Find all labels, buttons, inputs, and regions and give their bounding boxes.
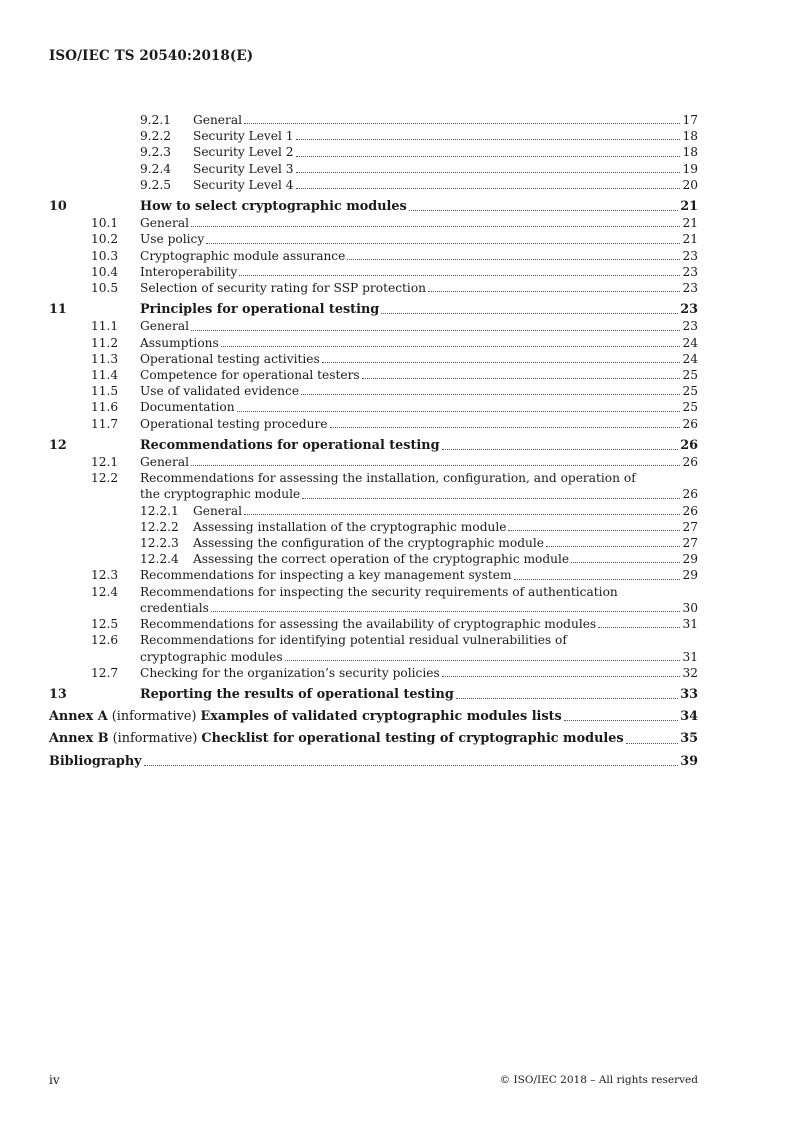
entry-page: 23 [682,281,698,296]
entry-page: 24 [682,351,698,366]
annex-title: Examples of validated cryptographic modules lists [200,709,562,725]
entry-title: Competence for operational testers [140,368,360,383]
bibliography-title: Bibliography [49,753,142,769]
entry-title-line-1: Recommendations for assessing the installation, configuration, and operation of [140,471,636,486]
entry-page: 18 [682,129,698,144]
dot-leader [456,698,678,699]
toc-entry-12-2-3[interactable] [49,535,698,551]
toc-entry-12-3[interactable] [49,567,698,583]
toc-entry-12-4[interactable] [49,584,698,616]
entry-page: 32 [682,665,698,680]
entry-number: 12.6 [91,633,119,648]
entry-number: 11.3 [91,351,119,366]
dot-leader [302,498,680,499]
dot-leader [330,427,681,428]
toc-entry-9-2-3[interactable] [49,144,698,160]
entry-number: 11.6 [91,400,119,415]
section-title: How to select cryptographic modules [140,199,407,215]
entry-number: 12.1 [91,455,119,470]
toc-entry-9-2-2[interactable] [49,128,698,144]
entry-title-line-2: the cryptographic module [140,487,301,502]
dot-leader [244,514,680,515]
annex-note: (informative) [107,709,201,725]
dot-leader [362,378,681,379]
entry-page: 21 [682,232,698,247]
toc-entry-12-2-2[interactable] [49,519,698,535]
toc-entry-10-3[interactable] [49,248,698,264]
entry-page: 25 [682,384,698,399]
dot-leader [409,210,678,211]
dot-leader [296,139,681,140]
toc-section-11[interactable] [49,302,698,318]
entry-number: 11.5 [91,384,119,399]
entry-title: Security Level 1 [193,129,294,144]
entry-page: 20 [682,177,698,192]
entry-number: 9.2.4 [140,161,172,176]
dot-leader [322,362,681,363]
entry-title: Use of validated evidence [140,384,300,399]
section-title: Reporting the results of operational testing [140,686,454,702]
entry-title: Assessing the correct operation of the cryptographic module [193,552,570,567]
section-number: 13 [49,686,67,702]
entry-title: Documentation [140,400,235,415]
entry-title-line-2: credentials [140,600,209,615]
entry-title: General [140,319,189,334]
entry-page: 23 [682,264,698,279]
entry-number: 9.2.5 [140,177,172,192]
dot-leader [285,660,681,661]
toc-entry-9-2-1[interactable] [49,112,698,128]
entry-page: 29 [682,568,698,583]
entry-title: Use policy [140,232,205,247]
dot-leader [191,226,680,227]
dot-leader [626,743,679,744]
dot-leader [301,394,680,395]
entry-page: 31 [682,649,698,664]
entry-page: 24 [682,335,698,350]
dot-leader [144,765,679,766]
section-title: Recommendations for operational testing [140,437,440,453]
entry-number: 10.4 [91,264,119,279]
dot-leader [244,123,680,124]
entry-page: 23 [682,319,698,334]
entry-number: 10.1 [91,216,119,231]
dot-leader [237,411,681,412]
section-page: 23 [680,302,698,318]
section-number: 12 [49,437,67,453]
entry-title: Recommendations for assessing the availability of cryptographic modules [140,617,597,632]
entry-number: 9.2.1 [140,113,172,127]
entry-number: 12.2.3 [140,536,179,551]
section-number: 11 [49,302,67,318]
annex-label: Annex A [49,709,108,725]
entry-title: General [193,113,242,127]
entry-title: Recommendations for inspecting a key management system [140,568,512,583]
entry-page: 26 [682,487,698,502]
toc-entry-12-7[interactable] [49,665,698,681]
dot-leader [191,465,680,466]
section-title: Principles for operational testing [140,302,380,318]
entry-number: 11.2 [91,335,119,350]
dot-leader [598,627,680,628]
toc-entry-12-1[interactable] [49,454,698,470]
toc-entry-11-3[interactable] [49,351,698,367]
toc-entry-12-5[interactable] [49,616,698,632]
annex-label: Annex B [49,731,109,747]
toc-section-10[interactable] [49,199,698,215]
toc-entry-11-2[interactable] [49,335,698,351]
entry-page: 25 [682,400,698,415]
entry-number: 10.3 [91,248,119,263]
section-page: 21 [680,199,698,215]
toc-entry-9-2-5[interactable] [49,177,698,193]
toc-entry-9-2-4[interactable] [49,161,698,177]
entry-page: 23 [682,248,698,263]
annex-title: Checklist for operational testing of cryptographic modules [201,731,624,747]
toc-bibliography[interactable] [49,754,698,770]
entry-page: 27 [682,519,698,534]
entry-title: Operational testing procedure [140,416,328,431]
toc-annex-b[interactable] [49,731,698,747]
section-number: 10 [49,199,67,215]
toc-entry-10-4[interactable] [49,264,698,280]
entry-number: 12.2.4 [140,552,179,567]
dot-leader [211,611,681,612]
entry-title-line-1: Recommendations for identifying potential residual vulnerabilities of [140,633,567,648]
entry-title: Selection of security rating for SSP protection [140,281,427,296]
entry-page: 25 [682,368,698,383]
dot-leader [221,346,681,347]
dot-leader [508,530,680,531]
toc-entry-12-2[interactable] [49,470,698,502]
entry-title: Interoperability [140,264,238,279]
dot-leader [296,156,681,157]
entry-number: 9.2.3 [140,145,172,160]
entry-title: Checking for the organization’s security policies [140,665,440,680]
bibliography-page: 39 [680,753,698,769]
annex-page: 34 [680,709,698,725]
toc-entry-11-1[interactable] [49,318,698,334]
entry-page: 17 [682,113,698,127]
entry-title: Security Level 2 [193,145,294,160]
entry-number: 11.1 [91,319,119,334]
entry-title: Assumptions [140,335,219,350]
entry-page: 26 [682,416,698,431]
annex-note: (informative) [108,731,202,747]
entry-title-line-2: cryptographic modules [140,649,283,664]
toc-entry-12-2-1[interactable] [49,503,698,519]
annex-page: 35 [680,731,698,747]
toc-entry-12-6[interactable] [49,632,698,664]
dot-leader [442,676,681,677]
entry-number: 11.4 [91,368,119,383]
entry-page: 19 [682,161,698,176]
page-number: iv [49,1073,60,1087]
entry-number: 12.2 [91,471,119,486]
dot-leader [206,243,680,244]
entry-number: 10.2 [91,232,119,247]
entry-number: 10.5 [91,281,119,296]
entry-title: Security Level 4 [193,177,294,192]
toc-entry-11-4[interactable] [49,367,698,383]
dot-leader [564,720,678,721]
toc-entry-10-5[interactable] [49,280,698,296]
section-page: 26 [680,437,698,453]
toc-entry-10-2[interactable] [49,231,698,247]
entry-page: 31 [682,617,698,632]
dot-leader [381,313,678,314]
entry-number: 12.3 [91,568,119,583]
entry-title: Cryptographic module assurance [140,248,346,263]
entry-title: Security Level 3 [193,161,294,176]
dot-leader [347,259,680,260]
dot-leader [428,291,680,292]
dot-leader [191,330,680,331]
entry-page: 29 [682,552,698,567]
dot-leader [296,188,681,189]
dot-leader [239,275,680,276]
toc-entry-10-1[interactable] [49,215,698,231]
entry-page: 26 [682,455,698,470]
entry-page: 30 [682,600,698,615]
dot-leader [546,546,681,547]
entry-page: 27 [682,536,698,551]
document-id-header: ISO/IEC TS 20540:2018(E) [49,48,254,64]
dot-leader [296,172,681,173]
dot-leader [571,562,680,563]
toc-entry-11-5[interactable] [49,383,698,399]
entry-title: Assessing installation of the cryptographic module [193,519,507,534]
table-of-contents [49,112,698,770]
entry-title: General [193,503,242,518]
entry-title: General [140,216,189,231]
entry-page: 26 [682,503,698,518]
entry-number: 12.2.2 [140,519,179,534]
toc-entry-12-2-4[interactable] [49,551,698,567]
entry-number: 12.4 [91,584,119,599]
entry-page: 18 [682,145,698,160]
entry-number: 12.7 [91,665,119,680]
entry-number: 12.2.1 [140,503,179,518]
toc-annex-a[interactable] [49,709,698,725]
toc-entry-11-7[interactable] [49,416,698,432]
entry-number: 11.7 [91,416,119,431]
entry-number: 9.2.2 [140,129,172,144]
entry-title: Operational testing activities [140,351,320,366]
dot-leader [514,579,681,580]
toc-section-12[interactable] [49,438,698,454]
entry-number: 12.5 [91,617,119,632]
toc-section-13[interactable] [49,687,698,703]
toc-entry-11-6[interactable] [49,399,698,415]
entry-title-line-1: Recommendations for inspecting the security requirements of authentication [140,584,618,599]
entry-page: 21 [682,216,698,231]
dot-leader [442,449,679,450]
entry-title: Assessing the configuration of the cryptographic module [193,536,544,551]
copyright-notice: © ISO/IEC 2018 – All rights reserved [499,1074,698,1086]
entry-title: General [140,455,189,470]
section-page: 33 [680,686,698,702]
